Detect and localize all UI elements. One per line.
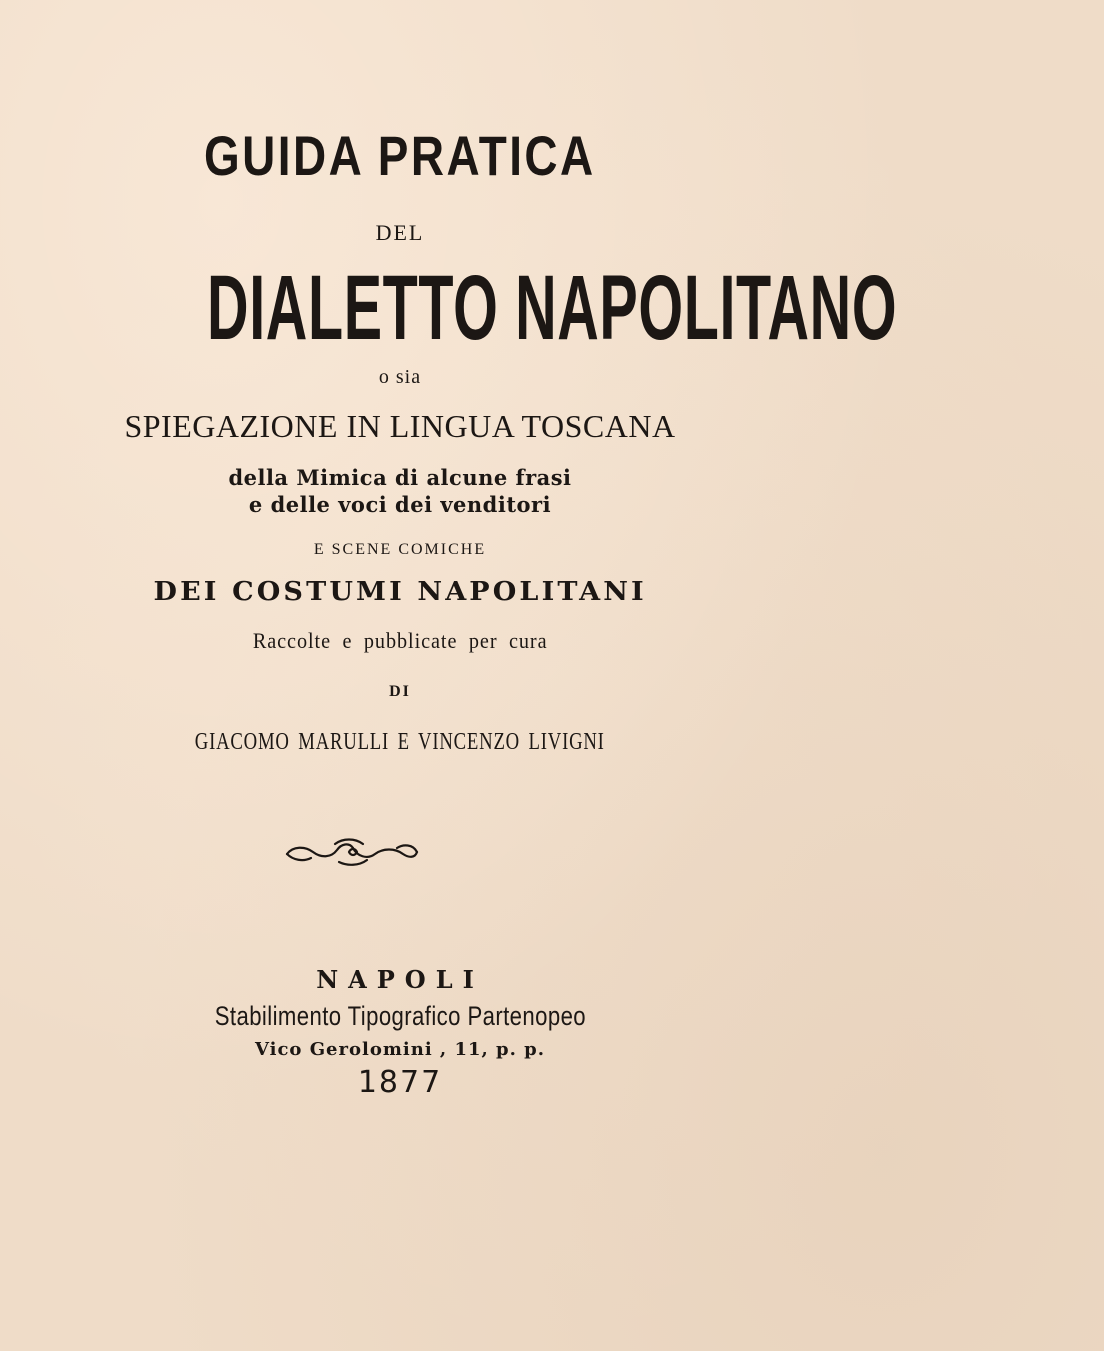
- title-o-sia: o sia: [378, 366, 422, 388]
- imprint-printer: Stabilimento Tipografico Partenopeo: [214, 1001, 586, 1031]
- title-raccolte: Raccolte e pubblicate per cura: [252, 628, 548, 653]
- title-del: DEL: [375, 220, 425, 245]
- scroll-flourish-icon: [283, 834, 421, 870]
- title-spiegazione: SPIEGAZIONE IN LINGUA TOSCANA: [124, 408, 676, 444]
- imprint-city: NAPOLI: [316, 965, 484, 994]
- title-costumi-napolitani: DEI COSTUMI NAPOLITANI: [153, 577, 647, 607]
- title-dialetto-napolitano: DIALETTO NAPOLITANO: [207, 257, 898, 359]
- title-voci-venditori: e delle voci dei venditori: [248, 492, 552, 517]
- title-guida-pratica: GUIDA PRATICA: [204, 124, 596, 187]
- title-di: DI: [389, 683, 411, 700]
- imprint-year: 1877: [357, 1065, 443, 1100]
- title-scene-comiche: E SCENE COMICHE: [313, 541, 487, 558]
- imprint-address: Vico Gerolomini , 11, p. p.: [254, 1039, 546, 1060]
- title-authors: GIACOMO MARULLI E VINCENZO LIVIGNI: [195, 729, 605, 755]
- title-mimica: della Mimica di alcune frasi: [228, 465, 572, 490]
